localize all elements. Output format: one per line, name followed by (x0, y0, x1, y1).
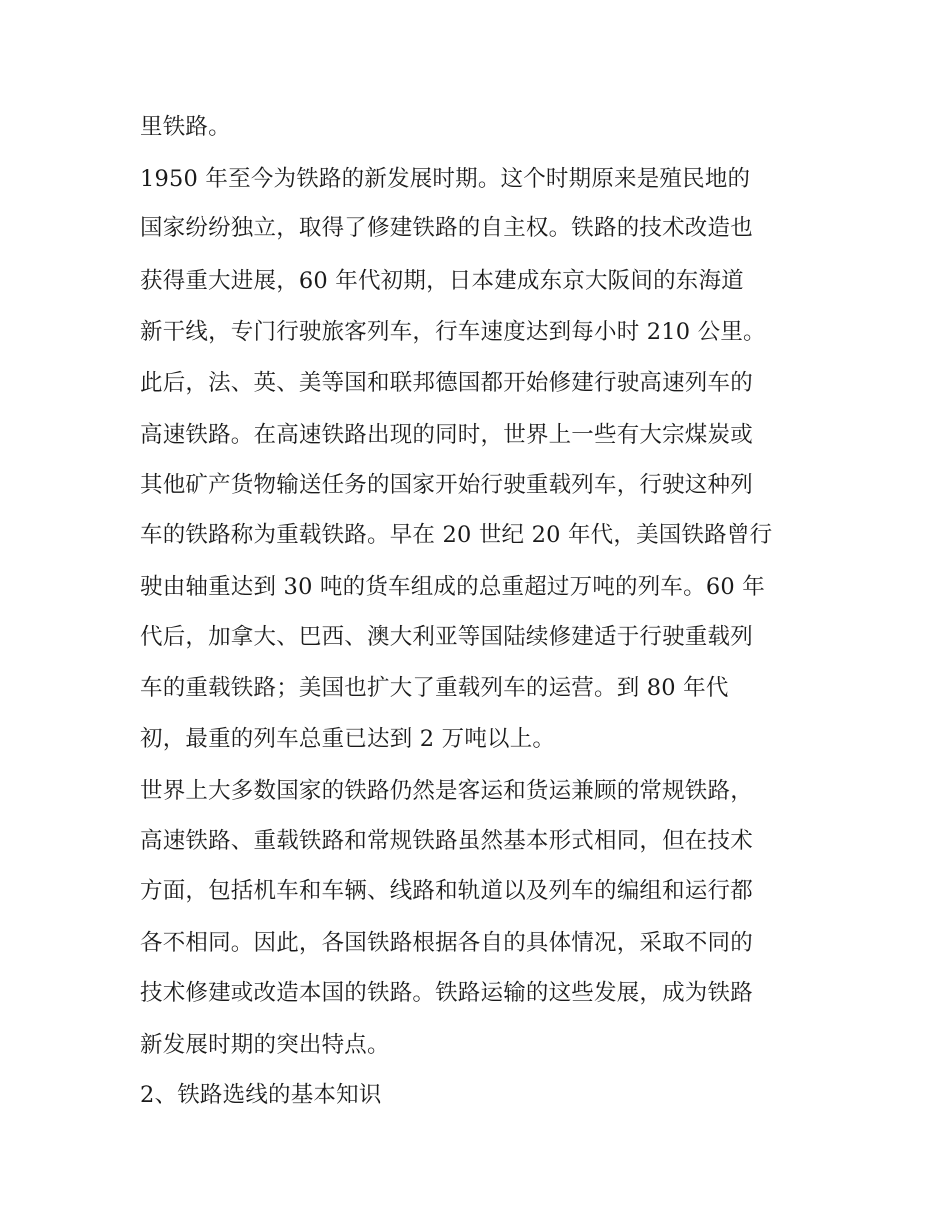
paragraph-line: 方面，包括机车和车辆、线路和轨道以及列车的编组和运行都 (140, 878, 753, 904)
paragraph-line: 获得重大进展，60 年代初期，日本建成东京大阪间的东海道 (140, 268, 744, 294)
paragraph-line: 世界上大多数国家的铁路仍然是客运和货运兼顾的常规铁路， (140, 778, 753, 804)
paragraph-line: 技术修建或改造本国的铁路。铁路运输的这些发展，成为铁路 (140, 980, 753, 1006)
paragraph-line: 1950 年至今为铁路的新发展时期。这个时期原来是殖民地的 (140, 166, 751, 192)
paragraph-line: 国家纷纷独立，取得了修建铁路的自主权。铁路的技术改造也 (140, 215, 753, 241)
paragraph-line: 新干线，专门行驶旅客列车，行车速度达到每小时 210 公里。 (140, 319, 766, 345)
paragraph-line: 高速铁路、重载铁路和常规铁路虽然基本形式相同，但在技术 (140, 828, 753, 854)
paragraph-line: 各不相同。因此，各国铁路根据各自的具体情况，采取不同的 (140, 930, 753, 956)
paragraph-line: 车的铁路称为重载铁路。早在 20 世纪 20 年代，美国铁路曾行 (140, 522, 773, 548)
paragraph-line: 车的重载铁路；美国也扩大了重载列车的运营。到 80 年代 (140, 675, 729, 701)
paragraph-line: 其他矿产货物输送任务的国家开始行驶重载列车，行驶这种列 (140, 472, 753, 498)
paragraph-line: 初，最重的列车总重已达到 2 万吨以上。 (140, 726, 556, 752)
paragraph-line: 高速铁路。在高速铁路出现的同时，世界上一些有大宗煤炭或 (140, 422, 753, 448)
paragraph-line: 此后，法、英、美等国和联邦德国都开始修建行驶高速列车的 (140, 370, 753, 396)
section-heading: 2、铁路选线的基本知识 (140, 1082, 382, 1108)
paragraph-line: 驶由轴重达到 30 吨的货车组成的总重超过万吨的列车。60 年 (140, 574, 765, 600)
paragraph-line: 新发展时期的突出特点。 (140, 1032, 390, 1058)
paragraph-line: 代后，加拿大、巴西、澳大利亚等国陆续修建适于行驶重载列 (140, 624, 753, 650)
paragraph-line: 里铁路。 (140, 114, 231, 140)
